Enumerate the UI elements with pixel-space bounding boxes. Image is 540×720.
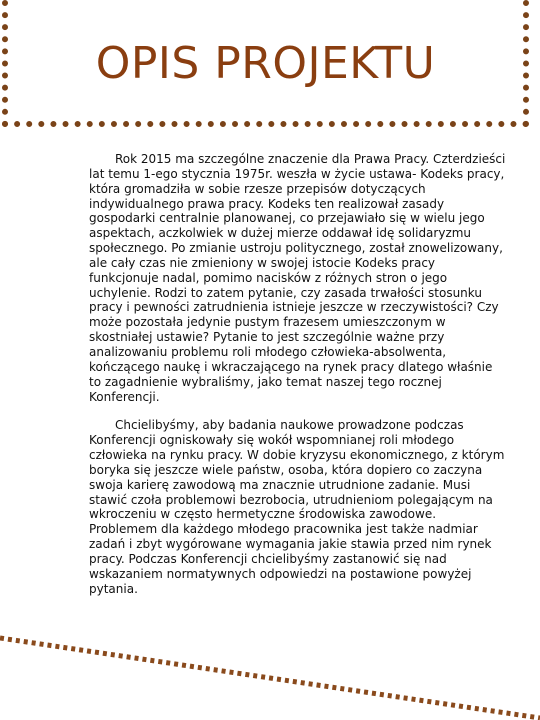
paragraph-1: Rok 2015 ma szczególne znaczenie dla Prawa Pracy. Czterdzieści lat temu 1-ego stycznia 1975r. weszła w życie ustawa- Kodeks pracy, która gromadziła w sobie rzesze przepisów dotyczących indywidualnego prawa pracy. Kodeks ten realizował zasady gospodarki centralnie planowanej, co przejawiało się w wielu jego aspektach, aczkolwiek w dużej mierze oddawał idę solidaryzmu społecznego. Po zmianie ustroju politycznego, został znowelizowany, ale cały czas nie zmieniony w swojej istocie Kodeks pracy funkcjonuje nadal, pomimo nacisków z różnych stron o jego uchylenie. Rodzi to zatem pytanie, czy zasada trwałości stosunku pracy i pewności zatrudnienia istnieje jeszcze w rzeczywistości? Czy może pozostała jedynie pustym frazesem umieszczonym w skostniałej ustawie? Pytanie to jest szczególnie ważne przy analizowaniu problemu roli młodego człowieka-absolwenta, kończącego naukę i wkraczającego na rynek pracy dlatego właśnie to zagadnienie wybraliśmy, jako temat naszej tego rocznej Konferencji. [89, 152, 506, 404]
paragraph-2: Chcielibyśmy, aby badania naukowe prowadzone podczas Konferencji ogniskowały się wokół wspomnianej roli młodego człowieka na rynku pracy. W dobie kryzysu ekonomicznego, z którym boryka się jeszcze wiele państw, osoba, która dopiero co zaczyna swoja karierę zawodową ma znacznie utrudnione zadanie. Musi stawić czoła problemowi bezrobocia, utrudnieniom polegającym na wkroczeniu w często hermetyczne środowiska zawodowe. Problemem dla każdego młodego pracownika jest także nadmiar zadań i zbyt wygórowane wymagania jakie stawia przed nim rynek pracy. Podczas Konferencji chcielibyśmy zastanowić się nad wskazaniem normatywnych odpowiedzi na postawione powyżej pytania. [89, 418, 505, 596]
diagonal-dotted-line [0, 638, 540, 718]
title-frame [2, 0, 529, 127]
page-title: OPIS PROJEKTU [95, 38, 436, 89]
description-body [89, 152, 507, 596]
